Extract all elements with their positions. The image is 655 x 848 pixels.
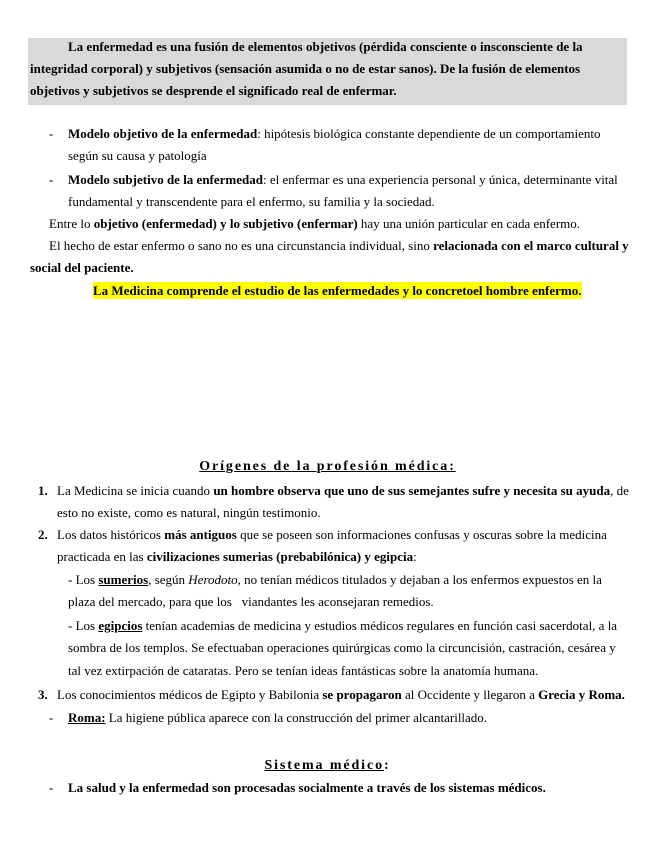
list-number: 1. <box>38 483 48 498</box>
sub-item-source: Herodoto <box>188 572 238 587</box>
list-item-3 <box>57 684 625 706</box>
bullet-dash: - <box>49 172 54 187</box>
sub-item-text: La higiene pública aparece con la construcción del primer alcantarillado. <box>105 710 488 725</box>
sub-item-people: egipcios <box>98 618 143 633</box>
intro-line-3: objetivos y subjetivos se desprende el significado real de enfermar. <box>30 83 397 98</box>
list-text: Los conocimientos médicos de Egipto y Babilonia <box>57 687 323 702</box>
context-emphasis: relacionada con el marco cultural y <box>433 238 629 253</box>
heading-text: Orígenes de la profesión médica: <box>199 459 456 474</box>
model-term: Modelo objetivo de la enfermedad <box>68 126 258 141</box>
heading-colon: : <box>383 758 391 773</box>
model-definition-continued: según su causa y patología <box>68 148 207 163</box>
list-number: 2. <box>38 527 48 542</box>
model-subjective-item <box>68 169 618 191</box>
intro-line-1: La enfermedad es una fusión de elementos objetivos (pérdida consciente o insconsciente de la <box>68 39 583 54</box>
sub-item-text: , no tenían médicos titulados y dejaban a los enfermos expuestos en la <box>237 572 602 587</box>
sub-item-prefix: - Los <box>68 618 99 633</box>
list-emphasis: Grecia y Roma. <box>538 687 625 702</box>
context-text: El hecho de estar enfermo o sano no es una circunstancia individual, sino <box>49 238 434 253</box>
list-emphasis: un hombre observa que uno de sus semejantes sufre y necesita su ayuda <box>213 483 611 498</box>
list-text: practicada en las <box>57 549 147 564</box>
list-item-2 <box>57 524 607 546</box>
list-text: La Medicina se inicia cuando <box>57 483 214 498</box>
sub-item-sumerios <box>68 569 602 591</box>
list-text: : <box>413 549 417 564</box>
model-term: Modelo subjetivo de la enfermedad <box>68 172 263 187</box>
sub-item-roma <box>68 707 487 729</box>
list-item-1 <box>57 480 629 502</box>
sub-item-egipcios-continued: sombra de los templos. Se efectuaban operaciones quirúrgicas como la circuncisión, castración, cesárea y <box>68 640 616 655</box>
relation-text: hay una unión particular en cada enfermo. <box>357 216 581 231</box>
sub-item-place: Roma: <box>68 710 106 725</box>
sub-item-people: sumerios <box>98 572 149 587</box>
intro-line-2: integridad corporal) y subjetivos (sensación asumida o no de estar sanos). De la fusión de elementos <box>30 61 581 76</box>
list-text: Los datos históricos <box>57 527 165 542</box>
list-number: 3. <box>38 687 48 702</box>
bullet-dash: - <box>49 126 54 141</box>
section-heading-medical-system <box>0 755 655 777</box>
model-definition-continued: fundamental y transcendente para el enfermo, su familia y la sociedad. <box>68 194 435 209</box>
list-text: , de <box>610 483 629 498</box>
relation-paragraph <box>49 213 580 235</box>
sub-item-text: , según <box>148 572 189 587</box>
medical-system-statement: La salud y la enfermedad son procesadas socialmente a través de los sistemas médicos. <box>68 780 546 795</box>
list-text: al Occidente y llegaron a <box>401 687 539 702</box>
highlighted-statement <box>93 280 582 302</box>
bullet-dash: - <box>49 710 54 725</box>
list-emphasis: más antiguos <box>164 527 237 542</box>
bullet-dash: - <box>49 780 54 795</box>
highlight-text: La Medicina comprende el estudio de las enfermedades y lo concretoel hombre enfermo. <box>93 283 582 298</box>
list-emphasis: se propagaron <box>322 687 402 702</box>
model-definition: : hipótesis biológica constante dependiente de un comportamiento <box>257 126 601 141</box>
sub-item-sumerios-continued: plaza del mercado, para que los viandantes les aconsejaran remedios. <box>68 594 434 609</box>
sub-item-text: tenían academias de medicina y estudios médicos regulares en función casi sacerdotal, a la <box>142 618 618 633</box>
list-item-2-continued <box>57 546 417 568</box>
model-objective-item <box>68 123 601 145</box>
list-text: que se poseen son informaciones confusas y oscuras sobre la medicina <box>236 527 607 542</box>
context-paragraph <box>49 235 629 257</box>
relation-text: Entre lo <box>49 216 94 231</box>
section-heading-origins <box>0 456 655 478</box>
sub-item-egipcios-continued: tal vez extirpación de cataratas. Pero se tenían ideas fantásticas sobre la anatomía humana. <box>68 663 539 678</box>
list-item-1-continued: esto no existe, como es natural, ningún testimonio. <box>57 505 321 520</box>
heading-text: Sistema médico <box>264 758 384 773</box>
sub-item-prefix: - Los <box>68 572 99 587</box>
list-emphasis: civilizaciones sumerias (prebabilónica) y egipcia <box>146 549 414 564</box>
sub-item-egipcios <box>68 615 617 637</box>
context-emphasis-continued: social del paciente. <box>30 260 134 275</box>
model-definition: : el enfermar es una experiencia personal y única, determinante vital <box>262 172 618 187</box>
relation-emphasis: objetivo (enfermedad) y lo subjetivo (enfermar) <box>93 216 358 231</box>
